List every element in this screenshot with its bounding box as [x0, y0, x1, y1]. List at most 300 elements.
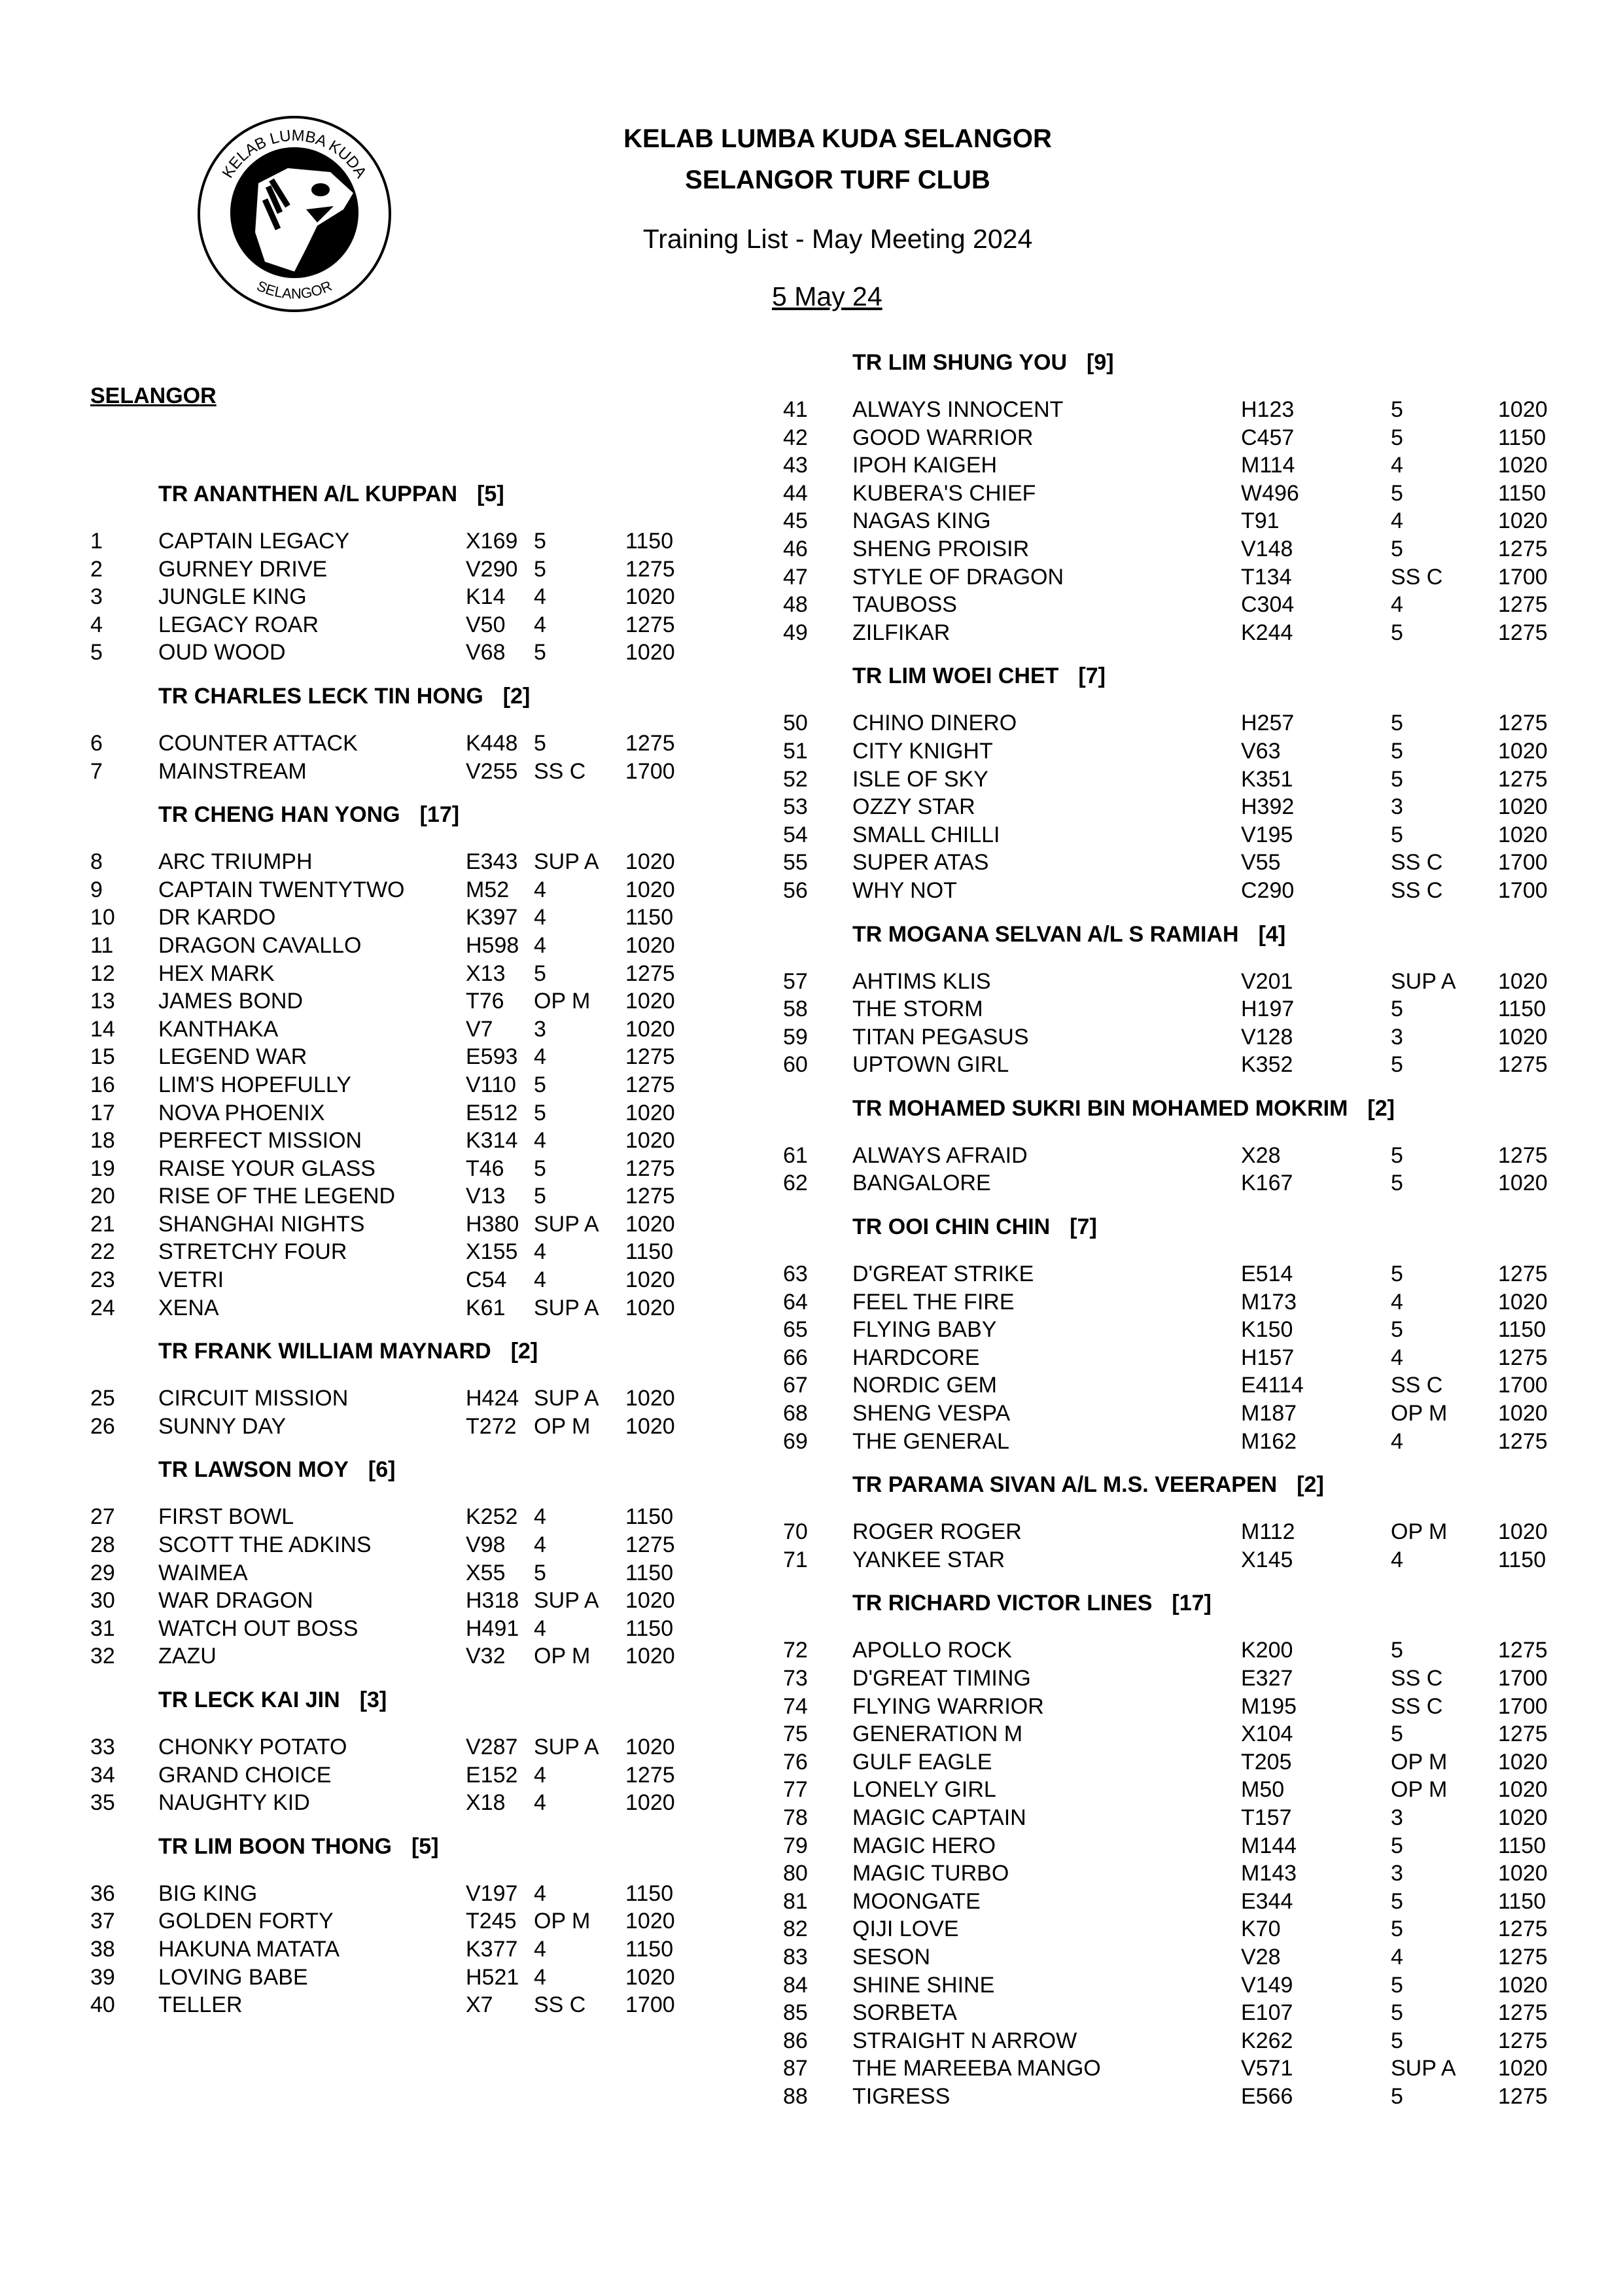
- trainer-group: [695, 1095, 1548, 1197]
- horse-row: [695, 1720, 1548, 1748]
- horse-distance: 1020: [1498, 1777, 1548, 1803]
- horse-name: VETRI: [158, 1267, 224, 1293]
- horse-distance: 1020: [1498, 2056, 1548, 2081]
- horse-distance: 1020: [625, 1295, 675, 1320]
- horse-row: [695, 2055, 1548, 2083]
- trainer-group: [695, 663, 1548, 904]
- trainer-label: TR CHARLES LECK TIN HONG: [158, 683, 483, 709]
- horse-code: K167: [1241, 1171, 1293, 1196]
- horse-code: V110: [466, 1072, 516, 1097]
- horse-distance: 1150: [625, 1936, 674, 1962]
- horse-name: GULF EAGLE: [852, 1749, 992, 1775]
- list-title: Training List - May Meeting 2024: [642, 224, 1033, 254]
- horse-distance: 1150: [1498, 1888, 1546, 1914]
- horse-code: X28: [1241, 1142, 1281, 1168]
- horse-distance: 1020: [625, 1964, 675, 1990]
- horse-code: C457: [1241, 425, 1295, 450]
- horse-code: V571: [1241, 2056, 1293, 2081]
- horse-distance: 1275: [1498, 592, 1548, 618]
- horse-code: T134: [1241, 564, 1292, 590]
- horse-name: D'GREAT STRIKE: [852, 1262, 1034, 1287]
- horse-number: 81: [783, 1888, 808, 1914]
- horse-distance: 1275: [625, 1532, 675, 1558]
- horse-distance: 1275: [625, 730, 675, 756]
- horse-row: [0, 1964, 720, 1992]
- horse-number: 70: [783, 1519, 808, 1545]
- horse-distance: 1020: [1498, 1024, 1548, 1050]
- horse-name: SCOTT THE ADKINS: [158, 1532, 372, 1558]
- horse-row: [0, 1615, 720, 1643]
- horse-name: ZAZU: [158, 1644, 217, 1669]
- horse-rating: 4: [1391, 1345, 1403, 1370]
- horse-number: 23: [90, 1267, 115, 1293]
- horse-row: [0, 1155, 720, 1183]
- horse-distance: 1020: [625, 932, 675, 958]
- horse-name: BIG KING: [158, 1881, 258, 1906]
- horse-number: 56: [783, 877, 808, 903]
- horse-distance: 1020: [625, 1909, 675, 1934]
- horse-distance: 1020: [625, 1100, 675, 1125]
- horse-row: [695, 1169, 1548, 1197]
- horse-rating: 4: [1391, 453, 1403, 478]
- horse-distance: 1150: [625, 1616, 674, 1641]
- horse-distance: 1275: [1498, 1262, 1548, 1287]
- horse-name: GRAND CHOICE: [158, 1762, 332, 1788]
- horse-distance: 1275: [1498, 2083, 1548, 2109]
- horse-distance: 1020: [1498, 508, 1548, 534]
- horse-number: 51: [783, 738, 808, 764]
- horse-row: [0, 1210, 720, 1239]
- horse-code: M195: [1241, 1693, 1297, 1719]
- trainer-group: [0, 1339, 720, 1440]
- horse-row: [695, 1748, 1548, 1776]
- horse-code: V149: [1241, 1972, 1293, 1998]
- horse-code: M173: [1241, 1289, 1297, 1315]
- trainer-group: [695, 1472, 1548, 1574]
- horse-rating: SS C: [1391, 564, 1443, 590]
- horse-row: [695, 1428, 1548, 1456]
- horse-name: GOOD WARRIOR: [852, 425, 1034, 450]
- horse-rating: 5: [534, 1072, 546, 1097]
- trainer-label: TR ANANTHEN A/L KUPPAN: [158, 482, 458, 506]
- horse-number: 72: [783, 1638, 808, 1663]
- horse-rating: 4: [534, 905, 546, 930]
- trainer-name: [852, 1591, 1212, 1616]
- horse-name: ALWAYS AFRAID: [852, 1142, 1028, 1168]
- horse-code: E327: [1241, 1666, 1293, 1691]
- horse-distance: 1275: [1498, 1638, 1548, 1663]
- horse-number: 68: [783, 1401, 808, 1426]
- horse-row: [0, 1238, 720, 1266]
- horse-distance: 1020: [625, 1016, 675, 1042]
- horse-distance: 1020: [625, 877, 675, 902]
- horse-code: V68: [466, 640, 506, 665]
- horse-number: 24: [90, 1295, 115, 1320]
- horse-rating: 4: [534, 932, 546, 958]
- horse-distance: 1275: [625, 1762, 675, 1788]
- horse-code: M187: [1241, 1401, 1297, 1426]
- horse-number: 28: [90, 1532, 115, 1558]
- trainer-horse-count: [2]: [1367, 1095, 1395, 1121]
- horse-row: [0, 1935, 720, 1964]
- horse-rating: 4: [534, 1762, 546, 1788]
- horse-row: [695, 877, 1548, 905]
- horse-distance: 1150: [1498, 480, 1546, 506]
- trainer-group: [0, 1687, 720, 1817]
- horse-row: [0, 1907, 720, 1935]
- horse-name: JUNGLE KING: [158, 584, 307, 610]
- horse-number: 59: [783, 1024, 808, 1050]
- horse-name: GENERATION M: [852, 1722, 1023, 1747]
- horse-row: [695, 1804, 1548, 1832]
- horse-row: [695, 1860, 1548, 1888]
- horse-name: SHENG VESPA: [852, 1401, 1011, 1426]
- horse-number: 17: [90, 1100, 115, 1125]
- horse-name: WATCH OUT BOSS: [158, 1616, 358, 1641]
- horse-code: K262: [1241, 2028, 1293, 2053]
- horse-name: OUD WOOD: [158, 640, 286, 665]
- horse-name: KUBERA'S CHIEF: [852, 480, 1036, 506]
- trainer-heading: [0, 1457, 720, 1489]
- horse-code: X13: [466, 961, 506, 986]
- horse-row: [695, 821, 1548, 849]
- horse-name: SHENG PROISIR: [852, 536, 1030, 561]
- trainer-name: [158, 1687, 387, 1713]
- horse-code: K448: [466, 730, 518, 756]
- horse-rating: OP M: [534, 1909, 591, 1934]
- trainer-label: TR MOGANA SELVAN A/L S RAMIAH: [852, 921, 1239, 947]
- horse-rating: 4: [534, 1616, 546, 1641]
- horse-code: H424: [466, 1386, 519, 1411]
- horse-distance: 1150: [625, 905, 674, 930]
- horse-rating: SS C: [1391, 1373, 1443, 1398]
- horse-row: [0, 583, 720, 611]
- horse-number: 11: [90, 932, 114, 958]
- trainer-heading: [0, 1834, 720, 1865]
- horse-number: 49: [783, 620, 808, 645]
- horse-name: PERFECT MISSION: [158, 1128, 362, 1154]
- horse-name: STRETCHY FOUR: [158, 1239, 347, 1265]
- horse-number: 66: [783, 1345, 808, 1370]
- horse-row: [695, 480, 1546, 508]
- trainer-label: TR FRANK WILLIAM MAYNARD: [158, 1339, 491, 1364]
- horse-row: [0, 1127, 720, 1155]
- horse-distance: 1150: [625, 1881, 674, 1906]
- horse-row: [0, 1043, 720, 1071]
- horse-distance: 1020: [1498, 1749, 1548, 1775]
- horse-row: [0, 1503, 720, 1531]
- horse-number: 20: [90, 1184, 115, 1209]
- horse-name: SMALL CHILLI: [852, 822, 1000, 847]
- horse-name: THE STORM: [852, 997, 983, 1022]
- horse-code: V255: [466, 758, 518, 784]
- horse-distance: 1150: [1498, 997, 1546, 1022]
- horse-row: [695, 1400, 1548, 1428]
- trainer-horse-count: [5]: [477, 482, 504, 506]
- horse-row: [695, 1051, 1548, 1079]
- horse-number: 65: [783, 1317, 808, 1343]
- horse-rating: 5: [534, 1184, 546, 1209]
- horse-code: H257: [1241, 711, 1295, 736]
- horse-number: 37: [90, 1909, 115, 1934]
- trainer-heading: [695, 350, 1415, 381]
- horse-name: CHONKY POTATO: [158, 1735, 347, 1759]
- horse-number: 46: [783, 536, 808, 561]
- horse-rating: SS C: [534, 758, 586, 784]
- horse-name: COUNTER ATTACK: [158, 730, 358, 756]
- horse-number: 47: [783, 564, 808, 590]
- horse-rating: 5: [534, 730, 546, 756]
- horse-code: V7: [466, 1016, 493, 1042]
- horse-row: [0, 1531, 720, 1559]
- horse-rating: 5: [1391, 1262, 1403, 1287]
- horse-name: NAUGHTY KID: [158, 1790, 310, 1816]
- horse-code: T157: [1241, 1805, 1292, 1830]
- horse-code: X7: [466, 1992, 493, 2018]
- horse-rating: 5: [1391, 1888, 1403, 1914]
- horse-name: HAKUNA MATATA: [158, 1936, 340, 1962]
- horse-code: K377: [466, 1936, 518, 1962]
- horse-number: 61: [783, 1142, 808, 1168]
- horse-distance: 1020: [1498, 738, 1548, 764]
- horse-row: [0, 1071, 720, 1099]
- horse-distance: 1150: [625, 1239, 674, 1265]
- horse-rating: SS C: [1391, 1666, 1443, 1691]
- horse-rating: 4: [534, 1964, 546, 1990]
- horse-number: 60: [783, 1052, 808, 1078]
- left-column: [0, 482, 720, 2036]
- horse-row: [0, 1789, 720, 1817]
- horse-number: 78: [783, 1805, 808, 1830]
- horse-row: [0, 1294, 720, 1322]
- horse-distance: 1020: [1498, 794, 1548, 820]
- horse-rating: 4: [1391, 1289, 1403, 1315]
- horse-row: [695, 1776, 1548, 1804]
- horse-number: 74: [783, 1693, 808, 1719]
- horse-code: K200: [1241, 1638, 1293, 1663]
- horse-rating: 5: [534, 1560, 546, 1585]
- horse-number: 12: [90, 961, 115, 986]
- horse-distance: 1700: [1498, 564, 1548, 590]
- trainer-name: [158, 802, 459, 828]
- horse-row: [695, 424, 1546, 452]
- horse-row: [695, 793, 1548, 821]
- horse-distance: 1275: [625, 961, 675, 986]
- horse-code: X55: [466, 1560, 506, 1585]
- trainer-label: TR LIM BOON THONG: [158, 1833, 392, 1859]
- horse-name: SESON: [852, 1944, 931, 1969]
- horse-row: [695, 1999, 1548, 2027]
- trainer-horse-count: [17]: [1172, 1591, 1212, 1616]
- horse-name: FIRST BOWL: [158, 1504, 294, 1530]
- horse-distance: 1275: [1498, 2028, 1548, 2053]
- horse-name: SUPER ATAS: [852, 850, 989, 875]
- horse-rating: SUP A: [534, 1588, 599, 1614]
- horse-distance: 1275: [1498, 620, 1548, 645]
- horse-row: [0, 1880, 720, 1908]
- horse-distance: 1020: [625, 1735, 675, 1759]
- svg-text:SELANGOR: SELANGOR: [254, 277, 335, 302]
- horse-name: NAGAS KING: [852, 508, 991, 534]
- horse-rating: SUP A: [534, 849, 599, 875]
- horse-rating: 4: [1391, 508, 1403, 534]
- trainer-name: [852, 663, 1106, 689]
- horse-row: [0, 848, 720, 876]
- horse-rating: SUP A: [534, 1211, 599, 1237]
- horse-rating: 4: [534, 1504, 546, 1530]
- horse-distance: 1020: [1498, 397, 1548, 422]
- horse-number: 19: [90, 1156, 115, 1181]
- trainer-label: TR LIM SHUNG YOU: [852, 350, 1068, 375]
- horse-name: CIRCUIT MISSION: [158, 1386, 349, 1411]
- horse-rating: 5: [1391, 766, 1403, 792]
- trainer-name: [852, 1214, 1097, 1240]
- trainer-group: [0, 1457, 720, 1670]
- horse-number: 52: [783, 766, 808, 792]
- horse-row: [695, 2083, 1548, 2111]
- horse-name: LOVING BABE: [158, 1964, 308, 1990]
- horse-number: 5: [90, 640, 103, 665]
- horse-row: [0, 932, 720, 960]
- horse-name: MAGIC TURBO: [852, 1861, 1009, 1886]
- horse-rating: 4: [534, 1790, 546, 1816]
- horse-number: 88: [783, 2083, 808, 2109]
- horse-rating: 3: [1391, 1805, 1403, 1830]
- horse-name: LONELY GIRL: [852, 1777, 996, 1803]
- horse-code: K14: [466, 584, 506, 610]
- horse-rating: 4: [1391, 1944, 1403, 1969]
- horse-code: H318: [466, 1588, 519, 1614]
- horse-distance: 1020: [1498, 1972, 1548, 1998]
- horse-rating: 5: [534, 556, 546, 582]
- horse-rating: 5: [1391, 822, 1403, 847]
- trainer-name: [158, 1834, 439, 1860]
- horse-rating: 5: [1391, 1722, 1403, 1747]
- horse-row: [0, 904, 720, 932]
- horse-row: [0, 758, 720, 786]
- horse-code: H521: [466, 1964, 519, 1990]
- horse-distance: 1700: [625, 758, 675, 784]
- horse-row: [0, 1587, 720, 1615]
- horse-name: SORBETA: [852, 2000, 957, 2026]
- horse-rating: OP M: [534, 1644, 591, 1669]
- horse-code: K150: [1241, 1317, 1293, 1343]
- horse-row: [695, 1260, 1548, 1288]
- horse-code: V148: [1241, 536, 1293, 561]
- horse-row: [0, 1991, 720, 2019]
- right-column: [695, 350, 1548, 2128]
- horse-name: MAGIC HERO: [852, 1833, 996, 1858]
- horse-name: ROGER ROGER: [852, 1519, 1022, 1545]
- trainer-group: [695, 1214, 1548, 1455]
- horse-rating: 3: [1391, 794, 1403, 820]
- horse-name: ZILFIKAR: [852, 620, 951, 645]
- horse-code: E514: [1241, 1262, 1293, 1287]
- horse-number: 38: [90, 1936, 115, 1962]
- horse-distance: 1150: [625, 1504, 674, 1530]
- trainer-heading: [695, 1096, 1415, 1127]
- horse-distance: 1020: [625, 849, 675, 875]
- horse-row: [695, 591, 1548, 619]
- horse-rating: 5: [1391, 2028, 1403, 2053]
- horse-name: RAISE YOUR GLASS: [158, 1156, 375, 1181]
- horse-row: [0, 987, 720, 1016]
- horse-code: V63: [1241, 738, 1281, 764]
- horse-rating: 5: [534, 961, 546, 986]
- trainer-heading: [0, 1687, 720, 1719]
- trainer-name: [852, 1472, 1324, 1498]
- horse-row: [695, 1023, 1548, 1051]
- horse-number: 26: [90, 1413, 115, 1439]
- horse-code: K61: [466, 1295, 506, 1320]
- horse-name: TAUBOSS: [852, 592, 957, 618]
- horse-distance: 1275: [1498, 1052, 1548, 1078]
- horse-code: T205: [1241, 1749, 1292, 1775]
- horse-number: 1: [90, 529, 103, 554]
- horse-row: [695, 1546, 1546, 1574]
- horse-rating: OP M: [1391, 1749, 1448, 1775]
- horse-code: V55: [1241, 850, 1281, 875]
- trainer-heading: [0, 482, 720, 513]
- horse-number: 3: [90, 584, 103, 610]
- horse-number: 36: [90, 1881, 115, 1906]
- horse-distance: 1020: [625, 1588, 675, 1614]
- horse-code: E343: [466, 849, 518, 875]
- horse-code: K252: [466, 1504, 518, 1530]
- horse-rating: 5: [1391, 480, 1403, 506]
- trainer-group: [695, 921, 1548, 1079]
- horse-rating: 4: [1391, 1547, 1403, 1572]
- horse-distance: 1275: [625, 612, 675, 637]
- horse-name: XENA: [158, 1295, 219, 1320]
- horse-rating: 4: [1391, 592, 1403, 618]
- horse-row: [0, 1099, 720, 1127]
- horse-number: 4: [90, 612, 103, 637]
- trainer-label: TR LECK KAI JIN: [158, 1687, 340, 1712]
- horse-name: TITAN PEGASUS: [852, 1024, 1029, 1050]
- horse-distance: 1275: [625, 1072, 675, 1097]
- horse-number: 87: [783, 2056, 808, 2081]
- horse-rating: 5: [534, 529, 546, 554]
- horse-code: V197: [466, 1881, 518, 1906]
- trainer-name: [852, 922, 1285, 947]
- horse-distance: 1275: [1498, 1345, 1548, 1370]
- horse-rating: 5: [1391, 2083, 1403, 2109]
- horse-name: FLYING WARRIOR: [852, 1693, 1044, 1719]
- horse-distance: 1020: [625, 1128, 675, 1154]
- horse-distance: 1020: [625, 1413, 675, 1439]
- horse-row: [695, 766, 1548, 794]
- horse-name: AHTIMS KLIS: [852, 968, 991, 994]
- horse-number: 83: [783, 1944, 808, 1969]
- horse-row: [0, 639, 720, 667]
- horse-code: H123: [1241, 397, 1295, 422]
- trainer-label: TR LAWSON MOY: [158, 1457, 349, 1483]
- horse-rating: 5: [1391, 536, 1403, 561]
- horse-code: M50: [1241, 1777, 1285, 1803]
- region-heading: SELANGOR: [90, 383, 217, 408]
- horse-row: [0, 1642, 720, 1670]
- horse-code: E344: [1241, 1888, 1293, 1914]
- horse-number: 35: [90, 1790, 115, 1816]
- trainer-heading: [0, 684, 720, 715]
- horse-rating: 4: [534, 1128, 546, 1154]
- horse-distance: 1275: [625, 1156, 675, 1181]
- horse-row: [0, 876, 720, 904]
- horse-code: V50: [466, 612, 506, 637]
- trainer-label: TR CHENG HAN YONG: [158, 802, 400, 828]
- horse-rating: SUP A: [534, 1735, 599, 1759]
